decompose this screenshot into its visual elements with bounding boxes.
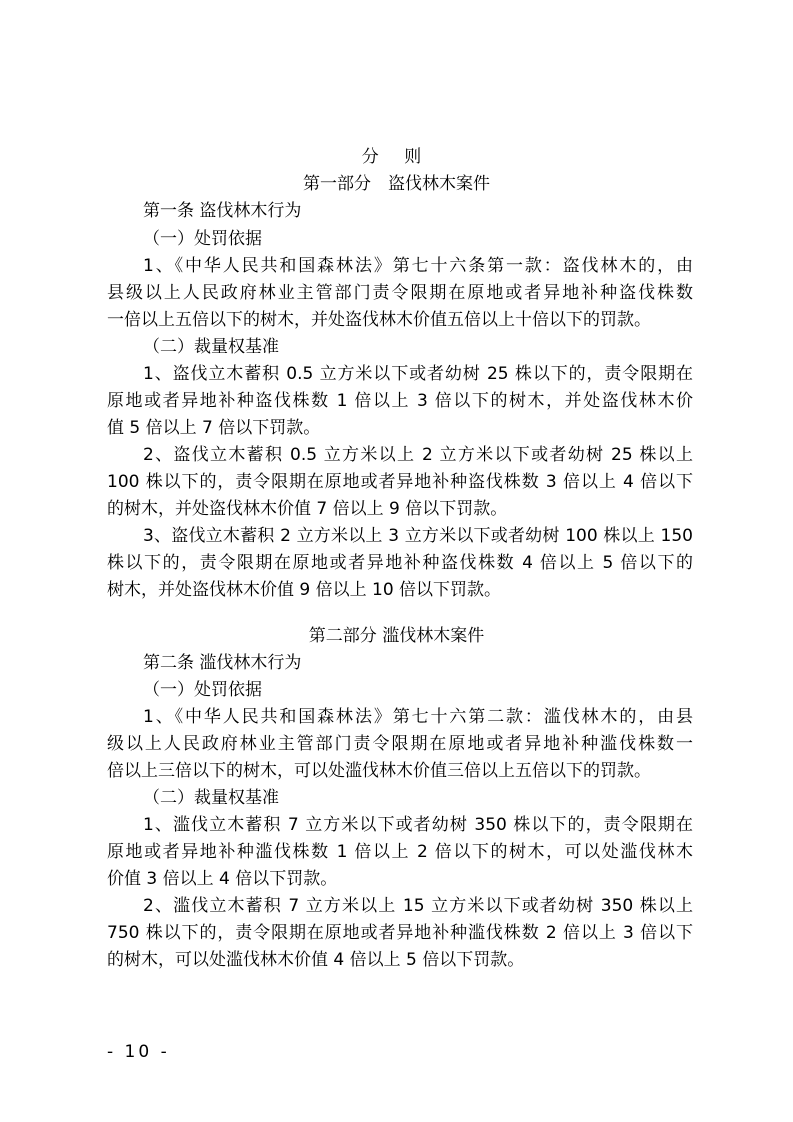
- part1-item-line: 3、盗伐立木蓄积 2 立方米以上 3 立方米以下或者幼树 100 株以上 150: [143, 526, 693, 546]
- part1-item-line: 1、盗伐立木蓄积 0.5 立方米以下或者幼树 25 株以下的，责令限期在: [143, 364, 693, 384]
- part1-basis-line: 1、《中华人民共和国森林法》第七十六条第一款：盗伐林木的，由: [143, 256, 693, 276]
- part2-heading: 第二部分 滥伐林木案件: [308, 626, 485, 646]
- page-number: - 10 -: [107, 1042, 170, 1062]
- part2-basis-line: 1、《中华人民共和国森林法》第七十六第二款：滥伐林木的，由县: [143, 707, 693, 727]
- part2-item-line: 的树木，可以处滥伐林木价值 4 倍以上 5 倍以下罚款。: [107, 950, 525, 970]
- part1-item-line: 值 5 倍以上 7 倍以下罚款。: [107, 418, 321, 438]
- section-title: 分 则: [361, 147, 432, 167]
- part2-item-line: 1、滥伐立木蓄积 7 立方米以下或者幼树 350 株以下的，责令限期在: [143, 815, 693, 835]
- part1-item-line: 株以下的，责令限期在原地或者异地补种盗伐株数 4 倍以上 5 倍以下的: [107, 553, 693, 573]
- part1-heading: 第一部分 盗伐林木案件: [303, 174, 490, 194]
- part2-item-line: 原地或者异地补种滥伐株数 1 倍以上 2 倍以下的树木，可以处滥伐林木: [107, 842, 693, 862]
- part2-basis-line: 倍以上三倍以下的树木，可以处滥伐林木价值三倍以上五倍以下的罚款。: [107, 761, 651, 781]
- part1-item-line: 2、盗伐立木蓄积 0.5 立方米以上 2 立方米以下或者幼树 25 株以上: [143, 445, 693, 465]
- part2-basis-line: 级以上人民政府林业主管部门责令限期在原地或者异地补种滥伐株数一: [107, 734, 693, 754]
- part2-item-line: 2、滥伐立木蓄积 7 立方米以上 15 立方米以下或者幼树 350 株以上: [143, 896, 693, 916]
- part1-item-line: 原地或者异地补种盗伐株数 1 倍以上 3 倍以下的树木，并处盗伐林木价: [107, 391, 693, 411]
- part1-basis-line: 一倍以上五倍以下的树木，并处盗伐林木价值五倍以上十倍以下的罚款。: [107, 310, 651, 330]
- part1-item-line: 树木，并处盗伐林木价值 9 倍以上 10 倍以下罚款。: [107, 580, 502, 600]
- article1-heading: 第一条 盗伐林木行为: [143, 201, 302, 221]
- part1-standard-heading: （二）裁量权基准: [143, 337, 279, 357]
- part2-standard-heading: （二）裁量权基准: [143, 788, 279, 808]
- part1-item-line: 的树木，并处盗伐林木价值 7 倍以上 9 倍以下罚款。: [107, 499, 508, 519]
- part1-item-line: 100 株以下的，责令限期在原地或者异地补种盗伐株数 3 倍以上 4 倍以下: [107, 472, 693, 492]
- part1-basis-heading: （一）处罚依据: [143, 229, 262, 249]
- part2-item-line: 价值 3 倍以上 4 倍以下罚款。: [107, 869, 338, 889]
- part2-basis-heading: （一）处罚依据: [143, 680, 262, 700]
- article2-heading: 第二条 滥伐林木行为: [143, 653, 302, 673]
- part1-basis-line: 县级以上人民政府林业主管部门责令限期在原地或者异地补种盗伐株数: [107, 283, 693, 303]
- part2-item-line: 750 株以下的，责令限期在原地或者异地补种滥伐株数 2 倍以上 3 倍以下: [107, 923, 693, 943]
